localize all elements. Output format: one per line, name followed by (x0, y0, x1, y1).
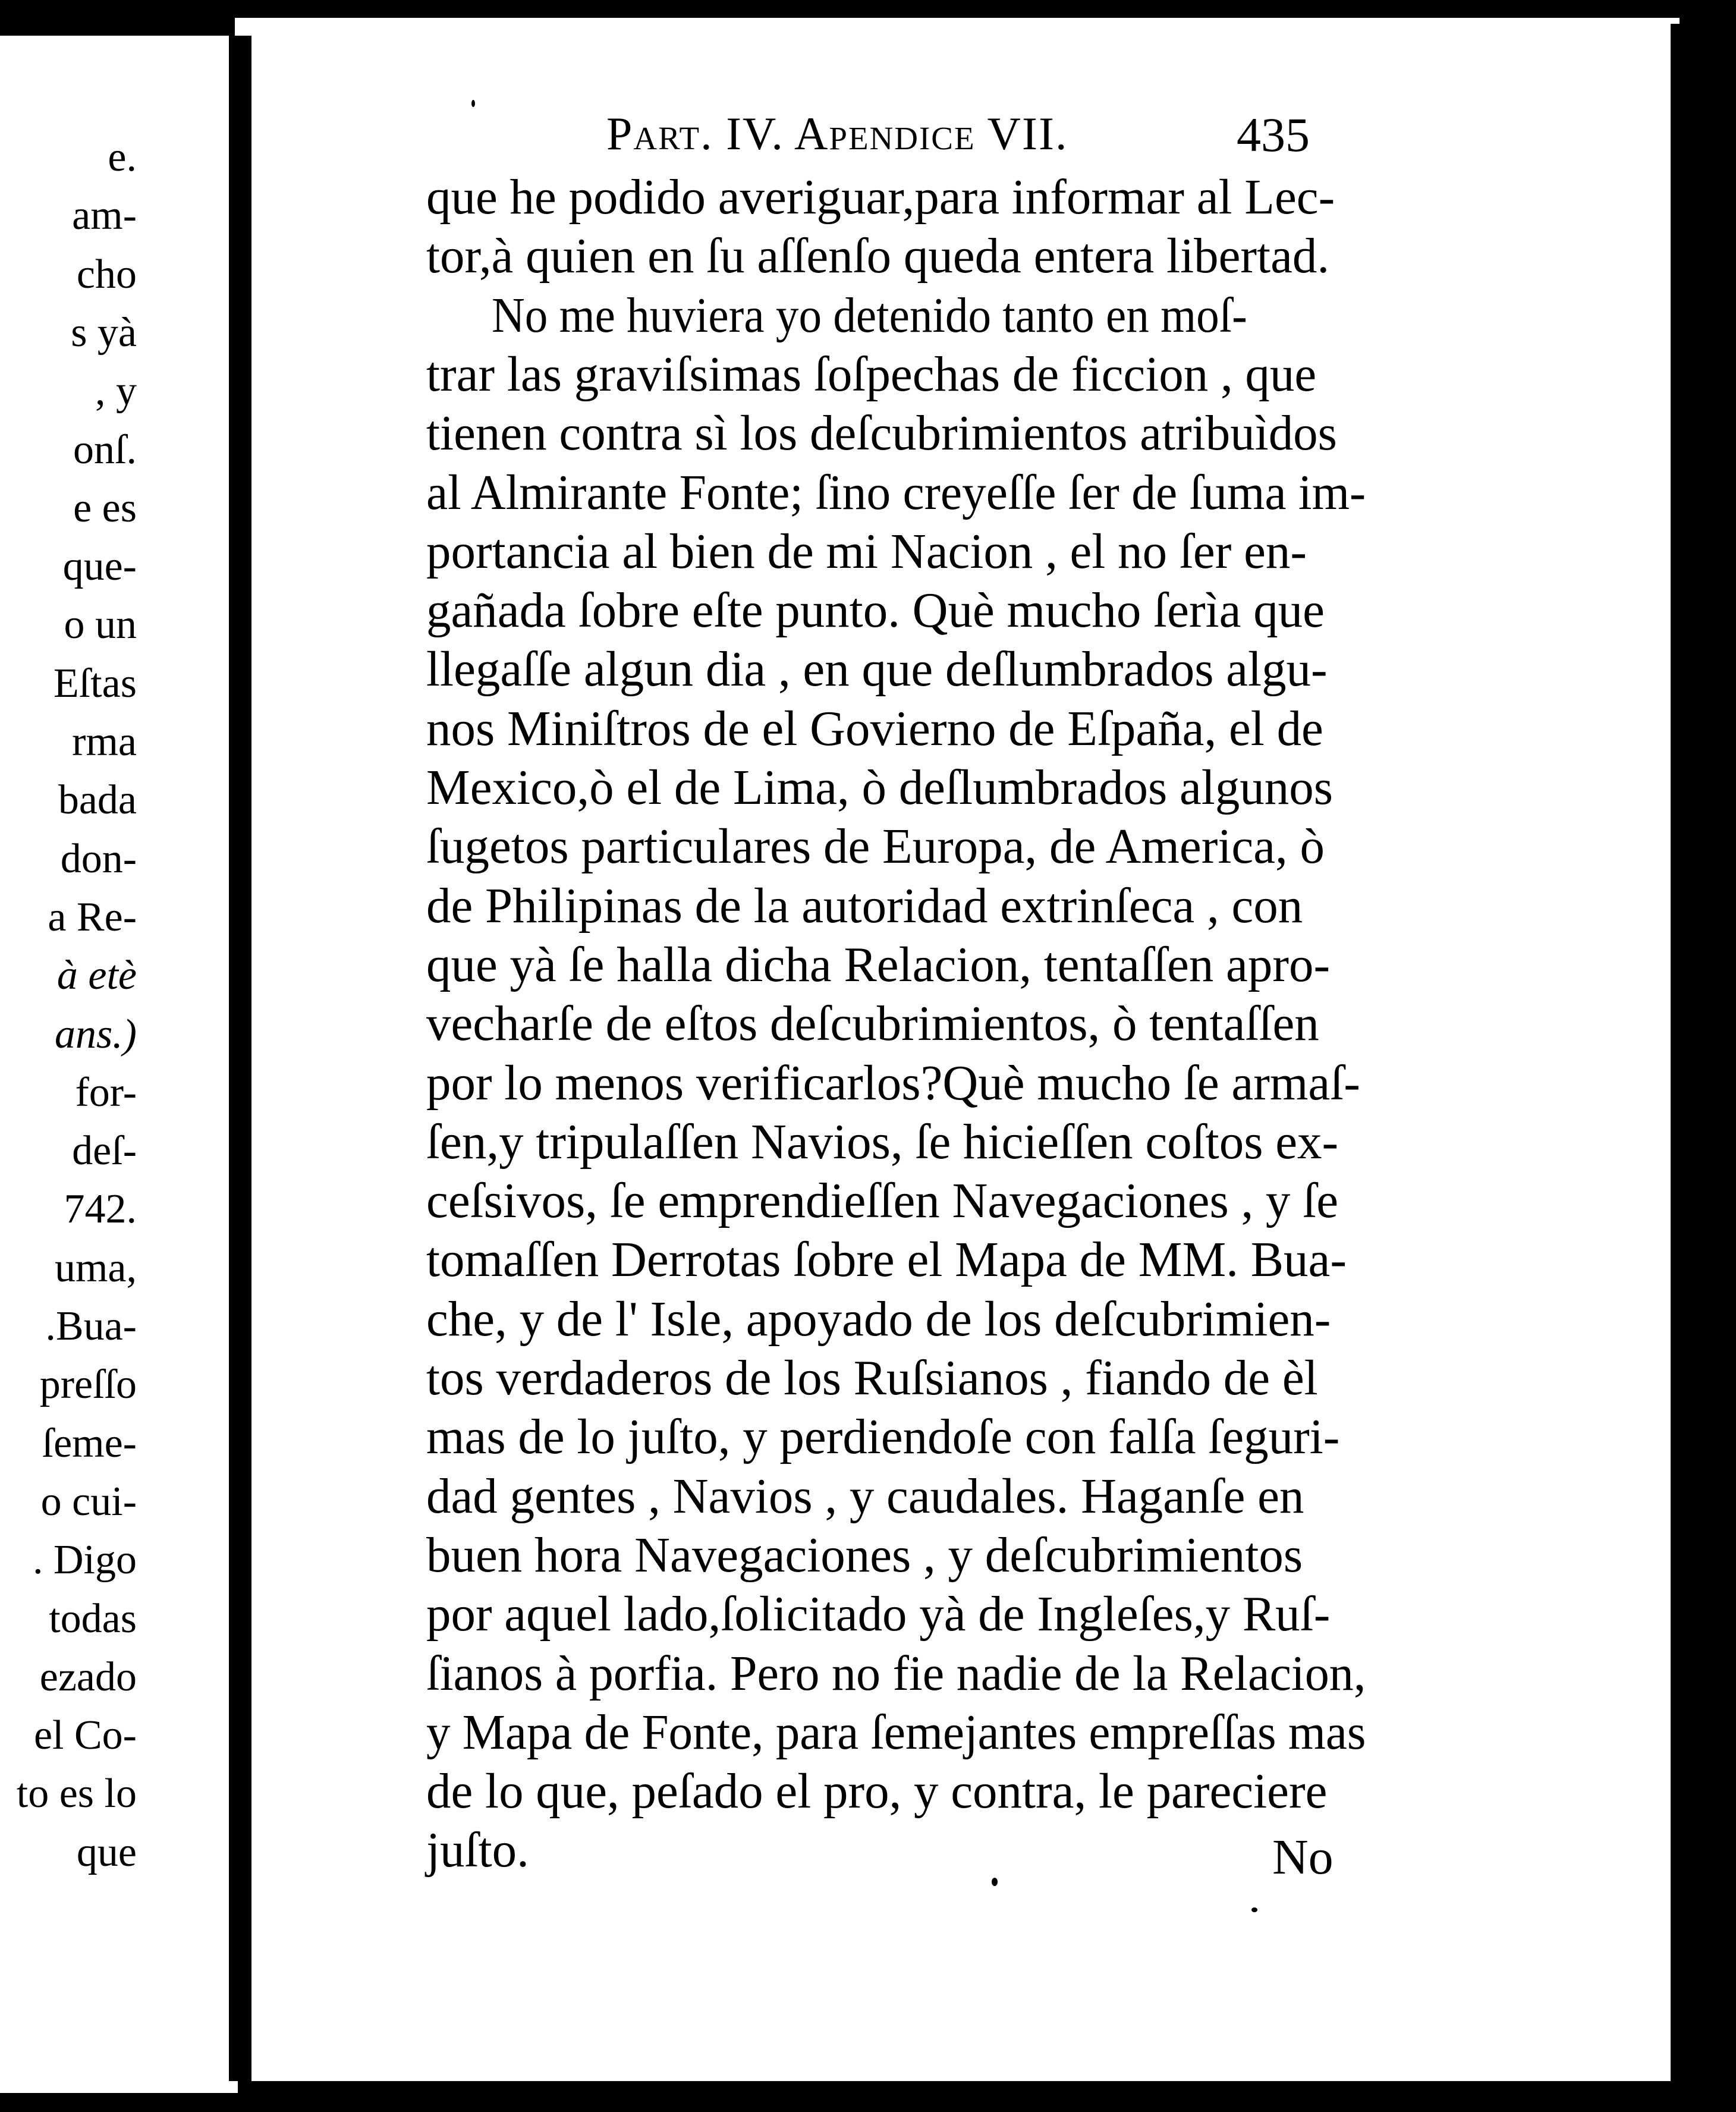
body-line: portancia al bien de mi Nacion , el no ſer en- (426, 523, 1307, 579)
left-page-line: e. (108, 134, 137, 180)
left-page-line: to es lo (16, 1771, 137, 1817)
body-line: que he podido averiguar,para informar al Lec- (426, 169, 1335, 225)
body-line: Mexico,ò el de Lima, ò deſlumbrados algunos (426, 760, 1334, 815)
left-page-line: onſ. (73, 426, 137, 473)
left-page-line: todas (49, 1595, 137, 1642)
left-page-line: a Re- (48, 894, 137, 940)
ink-speck (1251, 1907, 1257, 1912)
body-line: por lo menos verificarlos?Què mucho ſe armaſ- (426, 1055, 1360, 1111)
body-line: ſen,y tripulaſſen Navios, ſe hicieſſen coſtos ex- (426, 1114, 1339, 1170)
body-line: No me huviera yo detenido tanto en moſ- (492, 287, 1247, 343)
left-page-line: s yà (71, 309, 137, 356)
left-page-line: preſſo (39, 1362, 137, 1408)
ink-speck (992, 1878, 998, 1886)
left-page-line: e es (73, 485, 137, 531)
body-line: y Mapa de Fonte, para ſemejantes empreſſas mas (426, 1704, 1366, 1760)
left-page-line: el Co- (33, 1712, 137, 1759)
body-line: vecharſe de eſtos deſcubrimientos, ò tentaſſen (426, 996, 1319, 1052)
body-line: llegaſſe algun dia , en que deſlumbrados algu- (426, 642, 1328, 697)
left-page-line: à etè (56, 953, 137, 999)
body-line: tomaſſen Derrotas ſobre el Mapa de MM. Bua- (426, 1232, 1347, 1288)
left-page-line: uma, (54, 1244, 137, 1291)
body-line: ceſsivos, ſe emprendieſſen Navegaciones , y ſe (426, 1173, 1339, 1229)
body-line: ſugetos particulares de Europa, de America, ò (426, 819, 1325, 875)
left-page-line: am- (72, 193, 137, 239)
body-line: trar las graviſsimas ſoſpechas de ficcion , que (426, 346, 1317, 402)
left-page-line: , y (95, 368, 137, 414)
body-line: tos verdaderos de los Ruſsianos , fiando de èl (426, 1350, 1318, 1406)
ink-speck (471, 100, 475, 107)
body-line: de lo que, peſado el pro, y contra, le pareciere (426, 1764, 1328, 1819)
body-line: al Almirante Fonte; ſino creyeſſe ſer de ſuma im- (426, 464, 1366, 520)
left-page-line: for- (75, 1069, 137, 1115)
body-line: tor,à quien en ſu aſſenſo queda entera libertad. (426, 228, 1330, 284)
left-page-line: o un (64, 602, 137, 648)
left-page-line: que (76, 1829, 137, 1875)
body-line: dad gentes , Navios , y caudales. Haganſe en (426, 1468, 1304, 1524)
left-page-line: Eſtas (54, 660, 137, 706)
left-page-line: cho (76, 251, 137, 297)
left-page-line: o cui- (40, 1478, 137, 1525)
body-line: de Philipinas de la autoridad extrinſeca , con (426, 878, 1303, 934)
left-page-line: don- (60, 835, 137, 882)
body-line: juſto. (426, 1822, 529, 1878)
running-head: Part. IV. Apendice VII. (606, 108, 1068, 159)
body-line: gañada ſobre eſte punto. Què mucho ſerìa que (426, 583, 1325, 639)
left-page-line: bada (58, 777, 137, 824)
body-line: nos Miniſtros de el Govierno de Eſpaña, el de (426, 700, 1323, 756)
left-page-line: 742. (64, 1186, 137, 1233)
left-page-line: ezado (39, 1654, 137, 1700)
catchword: No (1272, 1830, 1334, 1885)
page-gutter (229, 36, 251, 2081)
body-line: buen hora Navegaciones , y deſcubrimientos (426, 1527, 1303, 1583)
left-page-line: rma (72, 719, 137, 765)
left-page-line: que- (62, 543, 137, 590)
body-line: que yà ſe halla dicha Relacion, tentaſſen apro- (426, 936, 1331, 992)
body-line: tienen contra sì los deſcubrimientos atribuìdos (426, 406, 1337, 461)
body-line: che, y de l' Isle, apoyado de los deſcubrimien- (426, 1291, 1331, 1347)
left-page-line: .Bua- (45, 1303, 137, 1349)
left-page-line: . Digo (33, 1537, 137, 1583)
page-number: 435 (1237, 108, 1310, 162)
body-line: ſianos à porfia. Pero no fie nadie de la Relacion, (426, 1645, 1366, 1701)
left-page-line: deſ- (72, 1128, 137, 1174)
body-line: mas de lo juſto, y perdiendoſe con falſa ſeguri- (426, 1409, 1340, 1465)
page-edge (1671, 24, 1736, 2093)
left-page-line: ſeme- (42, 1420, 137, 1466)
body-line: por aquel lado,ſolicitado yà de Ingleſes,y Ruſ- (426, 1586, 1331, 1642)
left-page-line: ans.) (54, 1011, 137, 1057)
